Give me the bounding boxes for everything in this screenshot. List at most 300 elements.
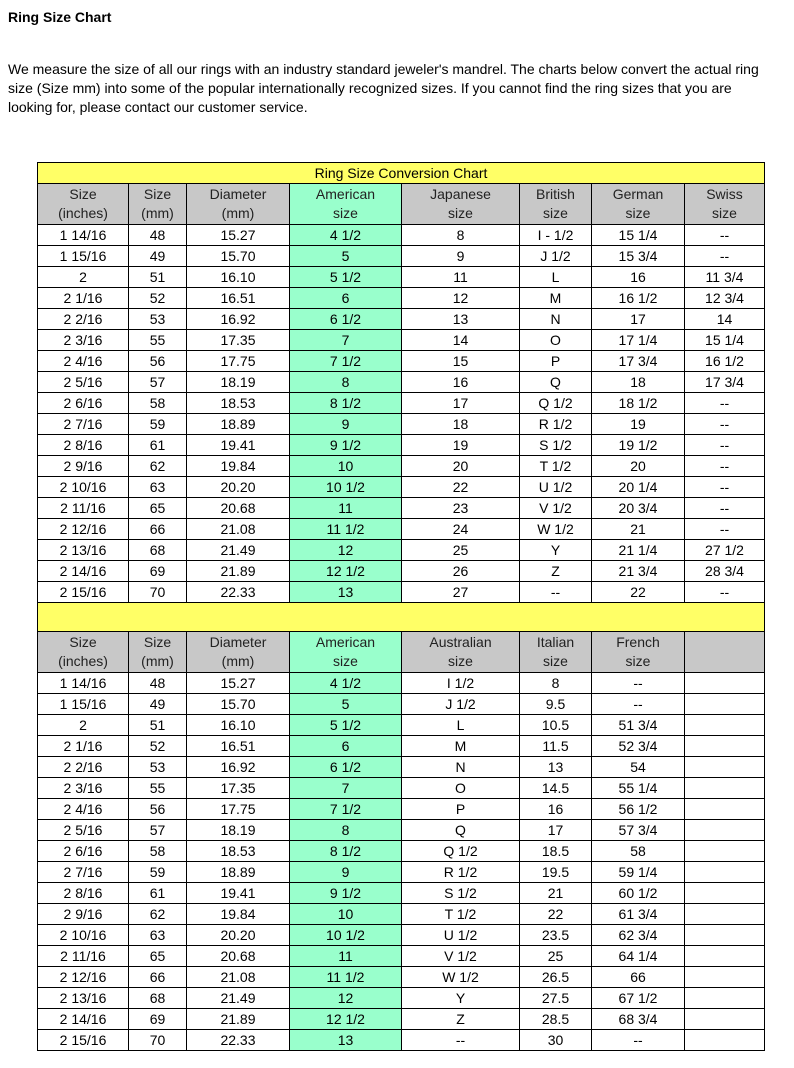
column-header-title: American	[315, 186, 376, 202]
table-cell: 14.5	[520, 778, 592, 799]
page-title: Ring Size Chart	[8, 9, 112, 25]
column-header	[129, 184, 187, 225]
table-cell: 57	[129, 820, 187, 841]
table-row	[38, 757, 765, 778]
column-header-title: British	[536, 186, 575, 202]
table-cell: --	[685, 582, 765, 603]
table-cell: 61	[129, 883, 187, 904]
table-cell: 2 9/16	[38, 904, 129, 925]
table-cell: 10 1/2	[290, 925, 402, 946]
table-cell: 18.53	[187, 393, 290, 414]
table-cell: 19	[402, 435, 520, 456]
table-cell: 5	[290, 246, 402, 267]
table-cell: 23.5	[520, 925, 592, 946]
table-cell: 27.5	[520, 988, 592, 1009]
table-cell: --	[685, 393, 765, 414]
column-header	[290, 632, 402, 673]
table-cell: 11	[402, 267, 520, 288]
table-cell: 49	[129, 246, 187, 267]
table-cell: 2 9/16	[38, 456, 129, 477]
table-cell: 7	[290, 330, 402, 351]
table-cell: 19.84	[187, 904, 290, 925]
table-row	[38, 946, 765, 967]
table-cell: 21.89	[187, 1009, 290, 1030]
column-header-unit: size	[448, 205, 473, 221]
table-cell: 68 3/4	[592, 1009, 685, 1030]
table-cell: 59	[129, 862, 187, 883]
table-cell: 16.51	[187, 736, 290, 757]
table-cell: U 1/2	[520, 477, 592, 498]
table-cell: 55 1/4	[592, 778, 685, 799]
table-cell: 2 2/16	[38, 757, 129, 778]
table-cell: R 1/2	[520, 414, 592, 435]
column-header-title: Diameter	[209, 186, 267, 202]
table-cell: 15.70	[187, 246, 290, 267]
table-cell: 17	[402, 393, 520, 414]
table-cell: 67 1/2	[592, 988, 685, 1009]
table-cell: 53	[129, 309, 187, 330]
table-cell: 26	[402, 561, 520, 582]
column-header-title: Diameter	[209, 634, 267, 650]
column-header	[38, 184, 129, 225]
table-cell: --	[592, 1030, 685, 1051]
table-cell: 22.33	[187, 582, 290, 603]
table-cell: --	[685, 456, 765, 477]
column-header	[290, 184, 402, 225]
table-cell: 2 10/16	[38, 925, 129, 946]
table-cell: 61 3/4	[592, 904, 685, 925]
table-cell: 58	[129, 841, 187, 862]
table-cell: 17.35	[187, 778, 290, 799]
column-header	[520, 184, 592, 225]
table-cell: 17 3/4	[685, 372, 765, 393]
table-cell: 21 3/4	[592, 561, 685, 582]
table-cell: --	[685, 246, 765, 267]
table-cell: Z	[520, 561, 592, 582]
table-cell: 16.51	[187, 288, 290, 309]
table-cell: 2	[38, 715, 129, 736]
table-cell: 4 1/2	[290, 673, 402, 694]
table-cell: 64 1/4	[592, 946, 685, 967]
column-header	[592, 184, 685, 225]
table-cell: 6	[290, 288, 402, 309]
table-row	[38, 540, 765, 561]
table-cell: 51 3/4	[592, 715, 685, 736]
table-cell: V 1/2	[402, 946, 520, 967]
table-cell: 28 3/4	[685, 561, 765, 582]
table-cell: 1 15/16	[38, 694, 129, 715]
table-cell: 20.68	[187, 498, 290, 519]
column-header-title: American	[315, 634, 376, 650]
table-cell: 52 3/4	[592, 736, 685, 757]
table-cell: 70	[129, 1030, 187, 1051]
table-cell: 2 8/16	[38, 435, 129, 456]
table-cell	[685, 820, 765, 841]
table-cell: --	[685, 477, 765, 498]
table-cell: 8 1/2	[290, 393, 402, 414]
table-cell: T 1/2	[520, 456, 592, 477]
column-header	[520, 632, 592, 673]
table-cell: 19.84	[187, 456, 290, 477]
column-header	[38, 632, 129, 673]
table-cell: 19 1/2	[592, 435, 685, 456]
column-header	[187, 184, 290, 225]
table-cell: 17 1/4	[592, 330, 685, 351]
table-cell: 17.35	[187, 330, 290, 351]
table-cell	[685, 883, 765, 904]
table-cell: W 1/2	[520, 519, 592, 540]
table-cell: I - 1/2	[520, 225, 592, 246]
table-cell: 5 1/2	[290, 267, 402, 288]
table-cell: 18.19	[187, 820, 290, 841]
table-cell: 17.75	[187, 351, 290, 372]
table-cell: 52	[129, 288, 187, 309]
table-cell: 13	[290, 582, 402, 603]
table-cell: 2 15/16	[38, 1030, 129, 1051]
column-header-title: Size	[69, 186, 97, 202]
column-header-title: Japanese	[430, 186, 491, 202]
section-divider-cell	[38, 603, 765, 632]
table-cell: 21	[520, 883, 592, 904]
table-cell: 53	[129, 757, 187, 778]
table-cell: 13	[290, 1030, 402, 1051]
table-cell: 2 7/16	[38, 414, 129, 435]
table-cell: 17	[592, 309, 685, 330]
table-cell	[685, 694, 765, 715]
table-cell: 10	[290, 904, 402, 925]
table-cell: 70	[129, 582, 187, 603]
column-header-unit: size	[625, 653, 651, 669]
column-header-title: Swiss	[706, 186, 743, 202]
table-cell: 23	[402, 498, 520, 519]
table-cell: 17	[520, 820, 592, 841]
table-cell: 15.70	[187, 694, 290, 715]
table-row	[38, 778, 765, 799]
table-cell: 16	[592, 267, 685, 288]
table-cell: 15	[402, 351, 520, 372]
table-cell: R 1/2	[402, 862, 520, 883]
table-cell: 10.5	[520, 715, 592, 736]
table-row	[38, 841, 765, 862]
table-cell: 27 1/2	[685, 540, 765, 561]
table-row	[38, 582, 765, 603]
table-cell: 2 1/16	[38, 288, 129, 309]
table-cell: 15.27	[187, 225, 290, 246]
table-cell: 21.08	[187, 519, 290, 540]
table-row	[38, 393, 765, 414]
table-row	[38, 477, 765, 498]
table-cell: 14	[685, 309, 765, 330]
table-cell: 11 1/2	[290, 967, 402, 988]
table-cell: 22	[402, 477, 520, 498]
table-cell: 68	[129, 540, 187, 561]
table-cell: 24	[402, 519, 520, 540]
table-cell: 69	[129, 561, 187, 582]
table-cell: 6 1/2	[290, 309, 402, 330]
table-cell: 17.75	[187, 799, 290, 820]
table-cell: 6	[290, 736, 402, 757]
table-row	[38, 820, 765, 841]
column-header-unit: size	[333, 653, 358, 669]
table-cell: 2 4/16	[38, 799, 129, 820]
table-cell: L	[402, 715, 520, 736]
table-row	[38, 225, 765, 246]
table-row	[38, 694, 765, 715]
table-cell: 16.92	[187, 757, 290, 778]
table-cell: 19.5	[520, 862, 592, 883]
table-caption-row	[38, 163, 765, 184]
table-cell: 4 1/2	[290, 225, 402, 246]
column-header-unit: (inches)	[58, 653, 108, 669]
table-cell: --	[685, 414, 765, 435]
table-cell: 2 1/16	[38, 736, 129, 757]
table-cell: 1 14/16	[38, 225, 129, 246]
table-cell: N	[520, 309, 592, 330]
table-cell: Y	[402, 988, 520, 1009]
column-header-unit: size	[625, 205, 651, 221]
column-header-title: Italian	[536, 634, 575, 650]
table-cell: 9	[290, 414, 402, 435]
table-cell: 66	[129, 967, 187, 988]
table-row	[38, 435, 765, 456]
table-cell: --	[592, 673, 685, 694]
table-cell: 18	[402, 414, 520, 435]
column-header	[685, 184, 765, 225]
table-cell: 26.5	[520, 967, 592, 988]
table-cell: 2 11/16	[38, 946, 129, 967]
table-cell: --	[402, 1030, 520, 1051]
table-cell: 9	[402, 246, 520, 267]
table-cell: 12 1/2	[290, 561, 402, 582]
column-header-unit: size	[333, 205, 358, 221]
column-header-title: French	[616, 634, 660, 650]
table-cell	[685, 1030, 765, 1051]
table-cell: 11	[290, 946, 402, 967]
table-cell: 58	[129, 393, 187, 414]
table-cell: --	[685, 225, 765, 246]
table-cell: 7	[290, 778, 402, 799]
table-cell: 16.92	[187, 309, 290, 330]
table-cell: 10	[290, 456, 402, 477]
intro-paragraph: We measure the size of all our rings with an industry standard jeweler's mandrel. The charts below convert the actual ring size (Size mm) into some of the popular internationally recognized sizes. If you cannot find the ring sizes that you are looking for, please contact our customer service.	[8, 61, 759, 115]
table-cell: 55	[129, 330, 187, 351]
table-cell: 22.33	[187, 1030, 290, 1051]
table-cell: 12 1/2	[290, 1009, 402, 1030]
section-divider	[38, 603, 765, 632]
table-cell: 13	[402, 309, 520, 330]
table-cell: I 1/2	[402, 673, 520, 694]
table-header-row	[38, 184, 765, 225]
table-cell: Z	[402, 1009, 520, 1030]
table-cell: 20 3/4	[592, 498, 685, 519]
table-cell: 16	[402, 372, 520, 393]
table-cell: 16 1/2	[592, 288, 685, 309]
table-row	[38, 372, 765, 393]
table-cell: 8	[520, 673, 592, 694]
table-row	[38, 967, 765, 988]
table-row	[38, 267, 765, 288]
table-cell: 2 10/16	[38, 477, 129, 498]
table-cell: 11 1/2	[290, 519, 402, 540]
table-cell: 20 1/4	[592, 477, 685, 498]
table-cell: 48	[129, 673, 187, 694]
table-cell: 15 1/4	[685, 330, 765, 351]
table-cell: U 1/2	[402, 925, 520, 946]
table-cell: M	[402, 736, 520, 757]
table-cell: 30	[520, 1030, 592, 1051]
table-cell: 22	[520, 904, 592, 925]
table-cell: 11 3/4	[685, 267, 765, 288]
table-cell: 60 1/2	[592, 883, 685, 904]
table-cell: 2	[38, 267, 129, 288]
column-header	[402, 632, 520, 673]
table-cell: 17 3/4	[592, 351, 685, 372]
table-cell: 21.89	[187, 561, 290, 582]
table-cell: 7 1/2	[290, 351, 402, 372]
table-cell: 5 1/2	[290, 715, 402, 736]
table-cell: 16 1/2	[685, 351, 765, 372]
table-cell: 15 3/4	[592, 246, 685, 267]
table-cell: 16	[520, 799, 592, 820]
table-cell: 20.68	[187, 946, 290, 967]
table-cell: 20.20	[187, 477, 290, 498]
table-row	[38, 498, 765, 519]
table-cell: Y	[520, 540, 592, 561]
table-cell: 12	[290, 540, 402, 561]
table-cell: 57	[129, 372, 187, 393]
table-cell: O	[402, 778, 520, 799]
table-cell: 2 11/16	[38, 498, 129, 519]
table-row	[38, 561, 765, 582]
table-cell: 19.41	[187, 435, 290, 456]
table-cell: 65	[129, 946, 187, 967]
table-cell: 18 1/2	[592, 393, 685, 414]
table-cell: 62	[129, 904, 187, 925]
table-cell: 1 15/16	[38, 246, 129, 267]
table-cell: 51	[129, 715, 187, 736]
column-header-unit: size	[543, 653, 568, 669]
table-row	[38, 673, 765, 694]
table-cell: 54	[592, 757, 685, 778]
table-cell: 16.10	[187, 267, 290, 288]
table-cell: Q 1/2	[520, 393, 592, 414]
table-cell: 5	[290, 694, 402, 715]
column-header	[685, 632, 765, 673]
table-row	[38, 715, 765, 736]
table-cell: 56 1/2	[592, 799, 685, 820]
table-cell: 21.08	[187, 967, 290, 988]
table-cell: 2 12/16	[38, 519, 129, 540]
column-header-unit: (mm)	[141, 205, 174, 221]
table-cell: 55	[129, 778, 187, 799]
table-cell: 11.5	[520, 736, 592, 757]
table-cell: 18.89	[187, 414, 290, 435]
table-cell: 2 13/16	[38, 540, 129, 561]
table-cell: 2 3/16	[38, 330, 129, 351]
table-row	[38, 1030, 765, 1051]
table-cell: V 1/2	[520, 498, 592, 519]
table-cell: --	[592, 694, 685, 715]
table-row	[38, 456, 765, 477]
table-cell: P	[520, 351, 592, 372]
table-cell: 65	[129, 498, 187, 519]
table-cell: 58	[592, 841, 685, 862]
column-header-unit: size	[712, 205, 737, 221]
ring-size-conversion-table	[37, 162, 765, 1051]
table-cell	[685, 967, 765, 988]
table-cell: 63	[129, 477, 187, 498]
table-cell: 16.10	[187, 715, 290, 736]
table-cell: 9.5	[520, 694, 592, 715]
table-cell: J 1/2	[402, 694, 520, 715]
table-cell: W 1/2	[402, 967, 520, 988]
table-cell: 25	[402, 540, 520, 561]
table-cell: 59	[129, 414, 187, 435]
table-cell: J 1/2	[520, 246, 592, 267]
table-cell	[685, 946, 765, 967]
table-cell: Q 1/2	[402, 841, 520, 862]
table-cell: 8	[402, 225, 520, 246]
table-cell: 19	[592, 414, 685, 435]
column-header-title: German	[612, 186, 664, 202]
column-header-unit: size	[543, 205, 568, 221]
column-header	[129, 632, 187, 673]
table-row	[38, 904, 765, 925]
table-row	[38, 288, 765, 309]
table-cell: 56	[129, 799, 187, 820]
table-cell: 18.19	[187, 372, 290, 393]
table-cell: Q	[520, 372, 592, 393]
table-cell: 62 3/4	[592, 925, 685, 946]
table-cell: 52	[129, 736, 187, 757]
table-cell: T 1/2	[402, 904, 520, 925]
table-cell	[685, 862, 765, 883]
table-cell: 1 14/16	[38, 673, 129, 694]
table-cell: 2 5/16	[38, 372, 129, 393]
table-row	[38, 925, 765, 946]
table-cell: 2 7/16	[38, 862, 129, 883]
table-cell: 9	[290, 862, 402, 883]
table-row	[38, 799, 765, 820]
table-cell: 2 6/16	[38, 841, 129, 862]
table-row	[38, 862, 765, 883]
table-cell: 2 14/16	[38, 1009, 129, 1030]
table-cell: 14	[402, 330, 520, 351]
table-row	[38, 883, 765, 904]
column-header	[187, 632, 290, 673]
table-row	[38, 519, 765, 540]
table-cell	[685, 673, 765, 694]
table-cell: 2 14/16	[38, 561, 129, 582]
table-cell: 48	[129, 225, 187, 246]
table-cell: 18.89	[187, 862, 290, 883]
table-cell: 21.49	[187, 540, 290, 561]
column-header	[402, 184, 520, 225]
table-cell	[685, 925, 765, 946]
table-cell: 2 8/16	[38, 883, 129, 904]
table-row	[38, 351, 765, 372]
table-cell: 21	[592, 519, 685, 540]
table-cell: 8	[290, 372, 402, 393]
column-header-unit: (mm)	[141, 653, 174, 669]
table-cell	[685, 757, 765, 778]
table-cell: 2 12/16	[38, 967, 129, 988]
table-cell: N	[402, 757, 520, 778]
table-cell: 25	[520, 946, 592, 967]
table-cell: 9 1/2	[290, 435, 402, 456]
table-cell: 63	[129, 925, 187, 946]
table-cell	[685, 736, 765, 757]
